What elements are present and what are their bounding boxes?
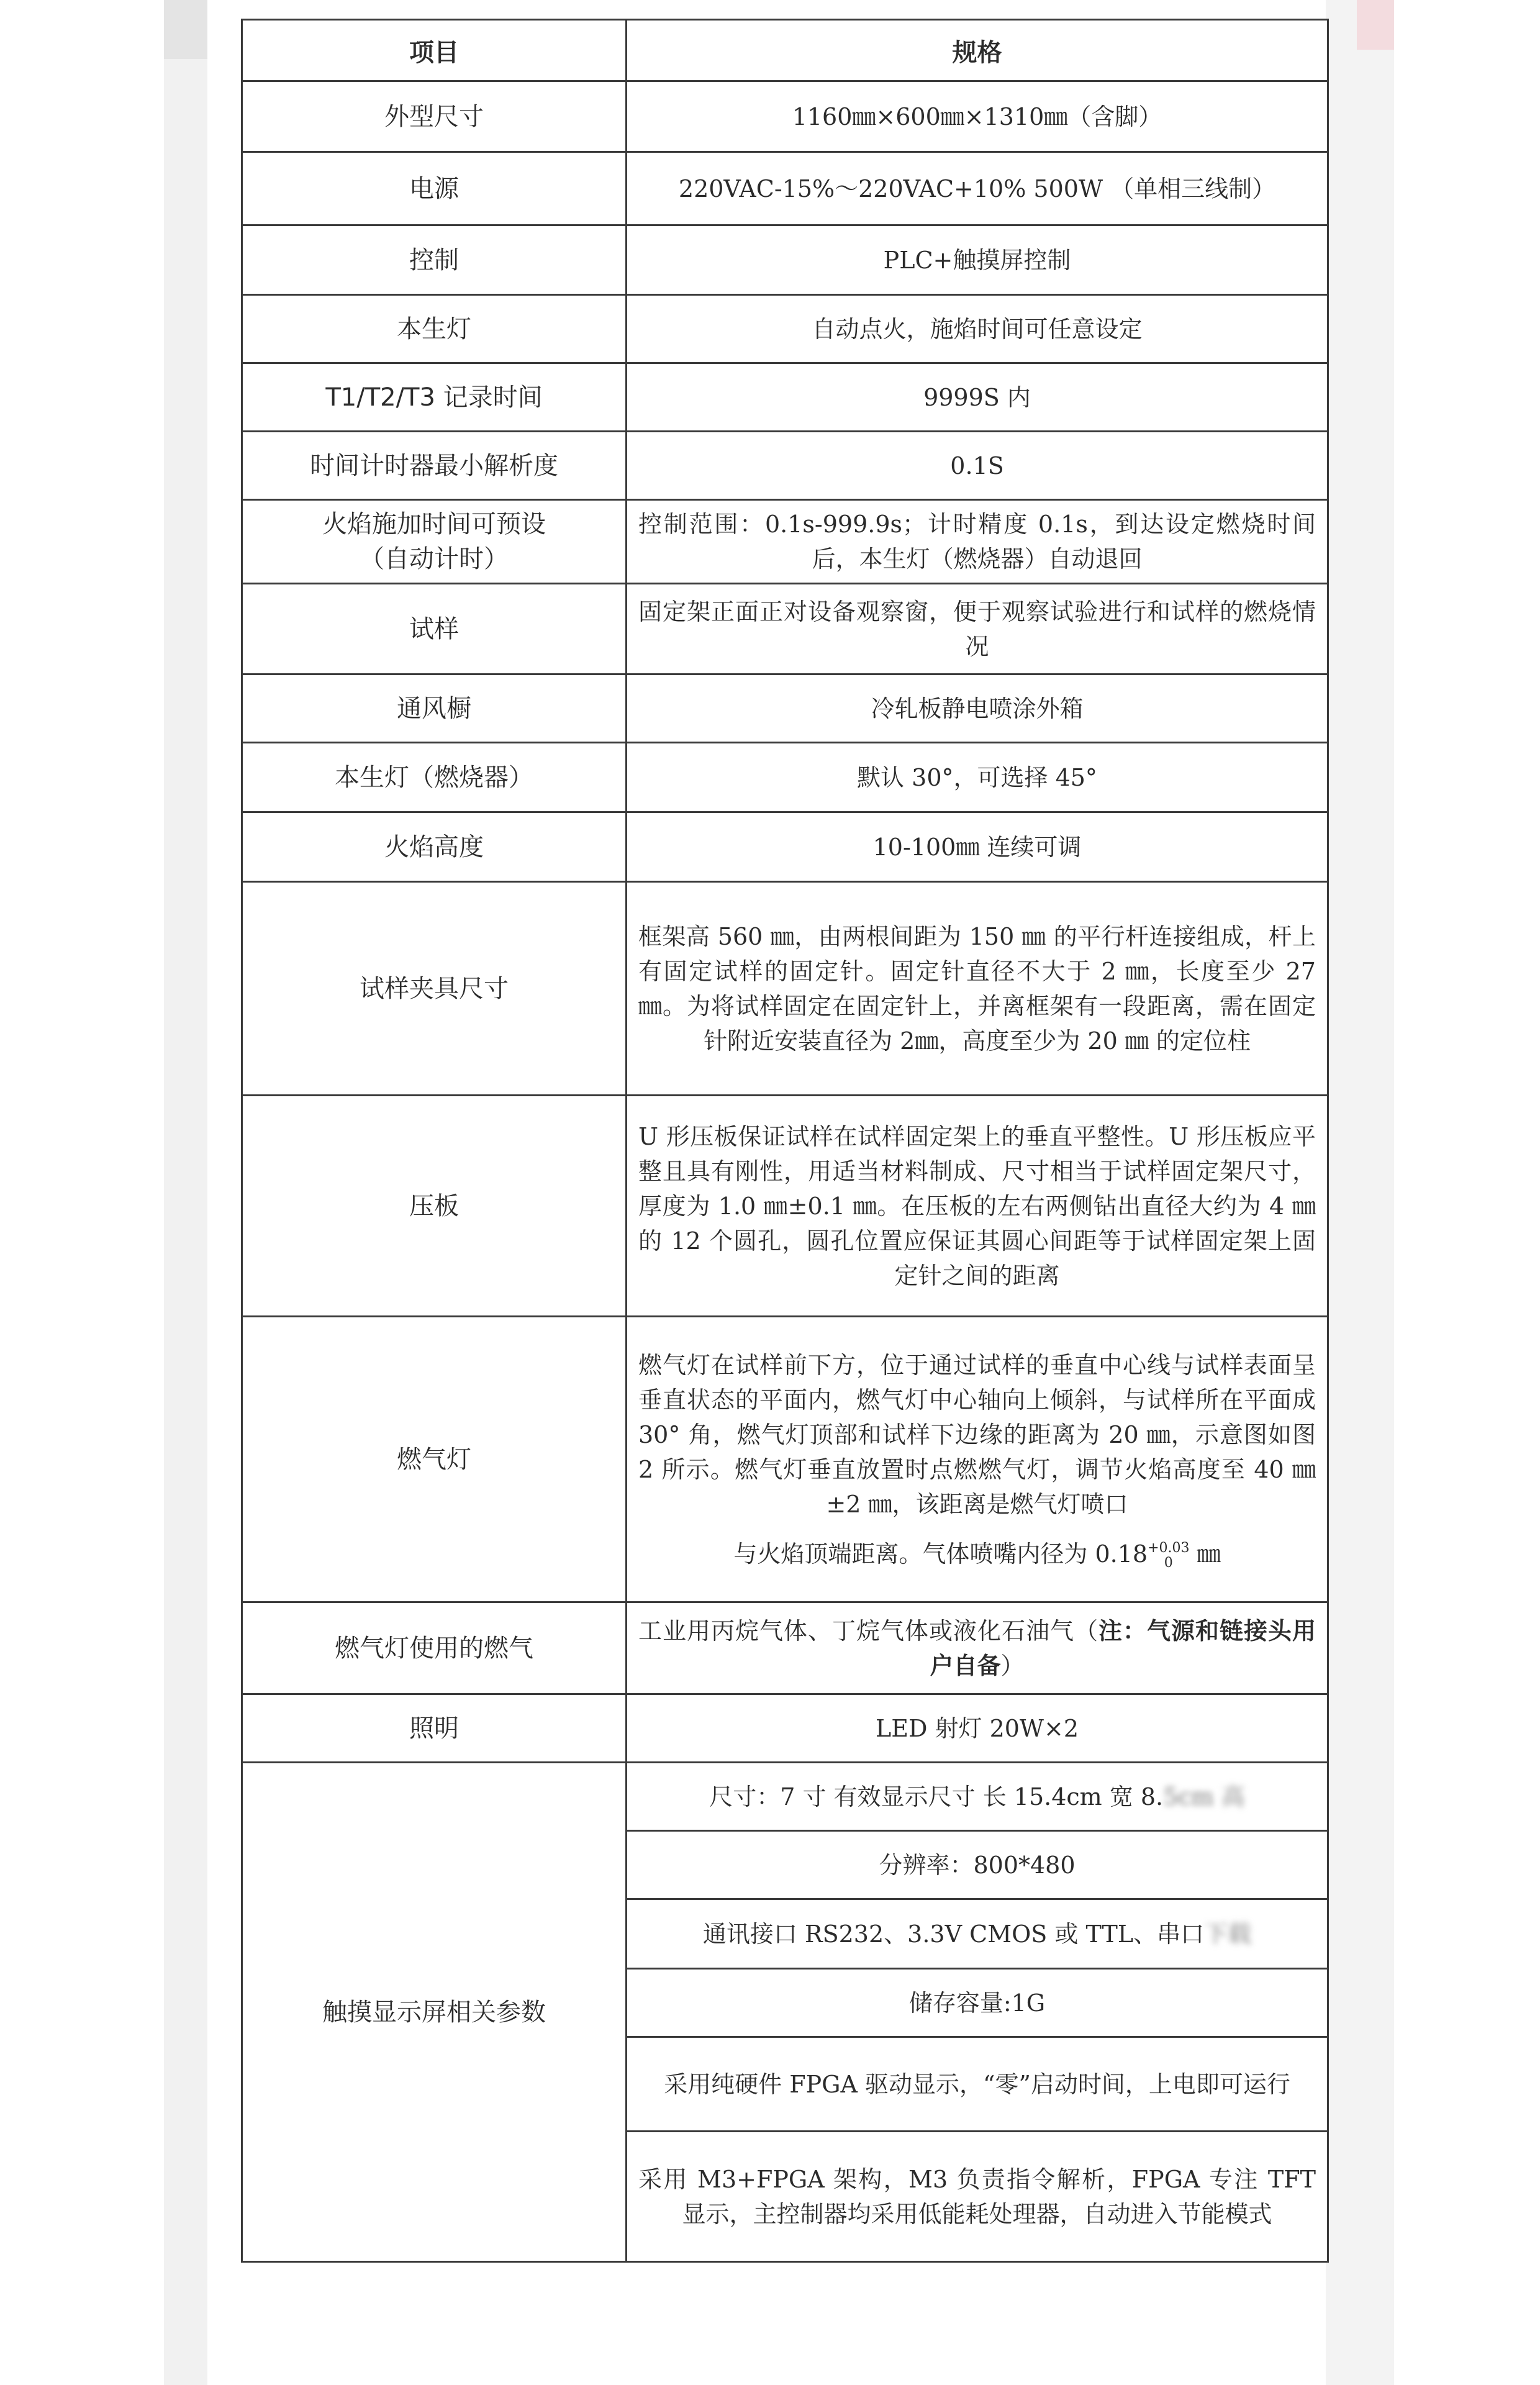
spec-table [241,19,1329,2263]
value-cell: PLC+触摸屏控制 [627,225,1328,295]
left-margin [0,0,164,2385]
param-cell [242,500,627,584]
tolerance-lower: 0 [1164,1555,1173,1571]
value-cell: 固定架正面正对设备观察窗，便于观察试验进行和试样的燃烧情况 [627,584,1328,675]
value-cell: LED 射灯 20W×2 [627,1694,1328,1763]
value-cell [627,1317,1328,1602]
value-cell: 默认 30°，可选择 45° [627,743,1328,812]
table-row [242,152,1328,225]
value-cell: 控制范围：0.1s-999.9s；计时精度 0.1s，到达设定燃烧时间后，本生灯（燃烧器）自动退回 [627,500,1328,584]
touch-item-blurred: 下载 [1204,1920,1252,1948]
value-text: 工业用丙烷气体、丁烷气体或液化石油气（ [638,1617,1098,1645]
table-row [242,295,1328,363]
table-row [242,812,1328,882]
param-cell: 燃气灯 [242,1317,627,1602]
touch-item [627,1763,1328,1831]
value-unit: ㎜ [1189,1540,1221,1568]
value-cell: 框架高 560 ㎜，由两根间距为 150 ㎜ 的平行杆连接组成，杆上有固定试样的固定针。固定针直径不大于 2 ㎜，长度至少 27 ㎜。为将试样固定在固定针上，并离框架有一段距离，需在固定针附近安装直径为 2㎜，高度至少为 20 ㎜ 的定位柱 [627,882,1328,1096]
value-cell [627,1602,1328,1694]
value-line2-text: 与火焰顶端距离。气体喷嘴内径为 0.18 [733,1540,1148,1568]
value-cell: 10-100㎜ 连续可调 [627,812,1328,882]
param-cell: 本生灯 [242,295,627,363]
param-line-2: （自动计时） [360,545,509,573]
left-top-block [164,0,207,59]
touch-item: 采用纯硬件 FPGA 驱动显示，“零”启动时间，上电即可运行 [627,2037,1328,2132]
header-spec: 规格 [627,20,1328,81]
table-row [242,81,1328,152]
param-cell-touch: 触摸显示屏相关参数 [242,1763,627,2262]
param-cell: 压板 [242,1096,627,1317]
value-text-line2 [638,1537,1316,1571]
param-cell: 通风橱 [242,675,627,743]
param-cell: 控制 [242,225,627,295]
touch-item: 采用 M3+FPGA 架构，M3 负责指令解析，FPGA 专注 TFT 显示，主控制器均采用低能耗处理器，自动进入节能模式 [627,2132,1328,2262]
header-item: 项目 [242,20,627,81]
table-row [242,1694,1328,1763]
table-row [242,500,1328,584]
table-row [242,882,1328,1096]
table-row [242,1602,1328,1694]
touch-item: 储存容量:1G [627,1969,1328,2037]
param-cell: T1/T2/T3 记录时间 [242,363,627,432]
value-cell: 0.1S [627,432,1328,500]
right-margin [1326,0,1394,2385]
value-cell: U 形压板保证试样在试样固定架上的垂直平整性。U 形压板应平整且具有刚性，用适当材料制成、尺寸相当于试样固定架尺寸，厚度为 1.0 ㎜±0.1 ㎜。在压板的左右两侧钻出直径大约为 4 ㎜ 的 12 个圆孔，圆孔位置应保证其圆心间距等于试样固定架上固定针之间的距离 [627,1096,1328,1317]
value-text: 燃气灯在试样前下方，位于通过试样的垂直中心线与试样表面呈垂直状态的平面内，燃气灯中心轴向上倾斜，与试样所在平面成 30° 角，燃气灯顶部和试样下边缘的距离为 20 ㎜，示意图如图 2 所示。燃气灯垂直放置时点燃燃气灯，调节火焰高度至 40 ㎜±2 ㎜，该距离是燃气灯喷口 [638,1351,1316,1518]
table-row [242,1317,1328,1602]
tolerance-upper: +0.03 [1148,1540,1190,1556]
table-row [242,584,1328,675]
touch-item [627,1899,1328,1969]
param-cell: 电源 [242,152,627,225]
right-top-block [1357,0,1394,50]
param-cell: 火焰高度 [242,812,627,882]
param-cell: 外型尺寸 [242,81,627,152]
value-text-end: ） [1000,1651,1025,1679]
touch-row [242,1763,1328,1831]
touch-item: 分辨率：800*480 [627,1831,1328,1899]
touch-item-text: 尺寸：7 寸 有效显示尺寸 长 15.4cm 宽 8. [709,1783,1164,1810]
value-cell: 9999S 内 [627,363,1328,432]
param-cell: 燃气灯使用的燃气 [242,1602,627,1694]
value-cell: 1160㎜×600㎜×1310㎜（含脚） [627,81,1328,152]
param-cell: 本生灯（燃烧器） [242,743,627,812]
param-line-1: 火焰施加时间可预设 [322,510,546,538]
value-cell: 220VAC-15%～220VAC+10% 500W （单相三线制） [627,152,1328,225]
table-row [242,743,1328,812]
document-page [207,0,1326,2385]
value-cell: 自动点火，施焰时间可任意设定 [627,295,1328,363]
touch-item-blurred: 5cm 高 [1163,1783,1245,1810]
table-row [242,363,1328,432]
table-row [242,1096,1328,1317]
param-cell: 照明 [242,1694,627,1763]
param-cell: 试样 [242,584,627,675]
touch-item-text: 通讯接口 RS232、3.3V CMOS 或 TTL、串口 [702,1920,1205,1948]
table-header-row [242,20,1328,81]
param-cell: 时间计时器最小解析度 [242,432,627,500]
table-row [242,432,1328,500]
param-cell: 试样夹具尺寸 [242,882,627,1096]
table-row [242,675,1328,743]
value-note-bold: 注：气源和链接头用户自备 [930,1616,1316,1679]
table-row [242,225,1328,295]
value-cell: 冷轧板静电喷涂外箱 [627,675,1328,743]
left-gray-strip [164,0,207,2385]
